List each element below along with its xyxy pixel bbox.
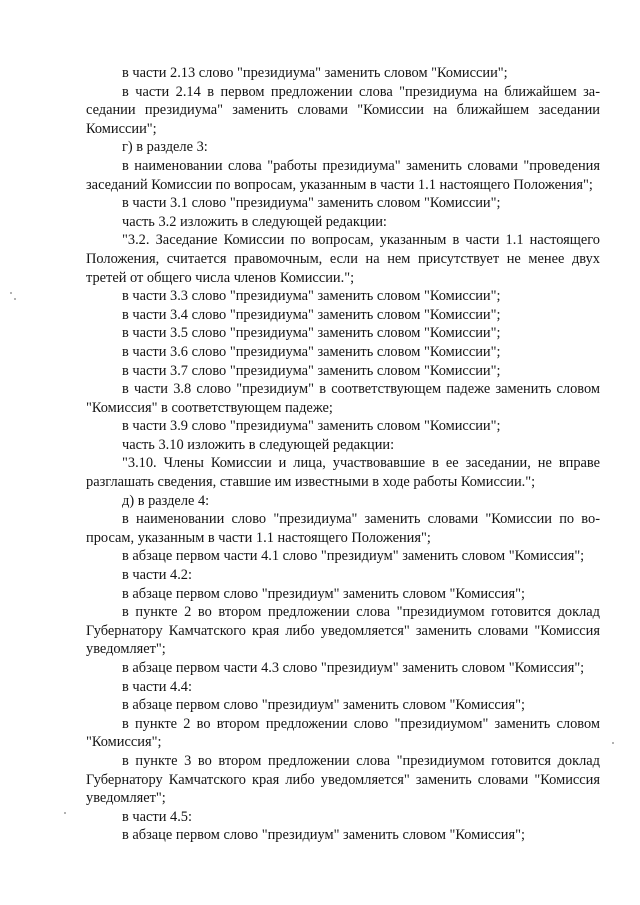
paragraph: в абзаце первом слово "президиум" заменить словом "Комиссия"; [122, 697, 525, 714]
paragraph: в части 3.4 слово "президиума" заменить словом "Комиссии"; [122, 306, 501, 323]
quoted-paragraph: "3.2. Заседание Комиссии по вопросам, указанным в части 1.1 настоящего Положения, считается правомочным, если на нем присутствует не менее двух третей от общего числа членов Комиссии."; [86, 232, 600, 286]
paragraph: в части 2.14 в первом предложении слова "президиума на ближайшем заседании президиума" заменить словами "Комиссии на ближайшем заседании Комиссии"; [86, 83, 600, 137]
paragraph: в части 4.4: [122, 678, 192, 695]
section-heading: г) в разделе 3: [122, 139, 208, 156]
paragraph: в абзаце первом части 4.3 слово "президиум" заменить словом "Комиссия"; [122, 660, 585, 676]
paragraph: в части 3.1 слово "президиума" заменить словом "Комиссии"; [122, 195, 501, 212]
paragraph: в части 4.5: [122, 808, 192, 825]
paragraph: в пункте 2 во втором предложении слово "президиумом" заменить словом "Комиссия"; [86, 715, 600, 751]
paragraph: в части 3.6 слово "президиума" заменить словом "Комиссии"; [122, 343, 501, 360]
quoted-paragraph: "3.10. Члены Комиссии и лица, участвовавшие в ее заседании, не вправе разглашать сведения, ставшие им известными в ходе работы Комиссии."; [86, 455, 600, 491]
paragraph: в наименовании слова "работы президиума" заменить словами "проведения заседаний Комиссии по вопросам, указанным в части 1.1 настоящего Положения"; [86, 157, 600, 193]
paragraph: в пункте 3 во втором предложении слова "президиумом готовится доклад Губернатору Камчатского края либо уведомляется" заменить словами "Комиссия уведомляет"; [86, 752, 600, 807]
paragraph: в части 3.5 слово "президиума" заменить словом "Комиссии"; [122, 325, 501, 342]
paragraph: в части 3.7 слово "президиума" заменить словом "Комиссии"; [122, 362, 501, 379]
section-heading: д) в разделе 4: [122, 492, 210, 509]
paragraph: в пункте 2 во втором предложении слова "президиумом готовится доклад Губернатору Камчатского края либо уведомляется" заменить словами "Комиссия уведомляет"; [86, 604, 600, 658]
paragraph: в абзаце первом слово "президиум" заменить словом "Комиссия"; [122, 585, 525, 602]
paragraph: в абзаце первом слово "президиум" заменить словом "Комиссия"; [122, 827, 525, 844]
paragraph: в абзаце первом части 4.1 слово "президиум" заменить словом "Комиссия"; [122, 548, 585, 565]
paragraph: в части 3.9 слово "президиума" заменить словом "Комиссии"; [122, 418, 501, 435]
scan-speck [64, 812, 66, 814]
scan-speck [14, 298, 16, 300]
paragraph: в части 3.3 слово "президиума" заменить словом "Комиссии"; [122, 288, 501, 305]
paragraph: в части 2.13 слово "президиума" заменить словом "Комиссии"; [122, 65, 508, 81]
paragraph: в части 4.2: [122, 567, 192, 584]
document-body [86, 64, 600, 845]
scan-speck [612, 742, 614, 744]
paragraph: в наименовании слово "президиума" заменить словами "Комиссии по вопросам, указанным в части 1.1 настоящего Положения"; [86, 511, 600, 546]
paragraph: часть 3.10 изложить в следующей редакции: [122, 436, 395, 453]
paragraph: часть 3.2 изложить в следующей редакции: [122, 213, 387, 230]
paragraph: в части 3.8 слово "президиум" в соответствующем падеже заменить словом "Комиссия" в соответствующем падеже; [86, 381, 600, 416]
scan-speck [10, 292, 12, 294]
